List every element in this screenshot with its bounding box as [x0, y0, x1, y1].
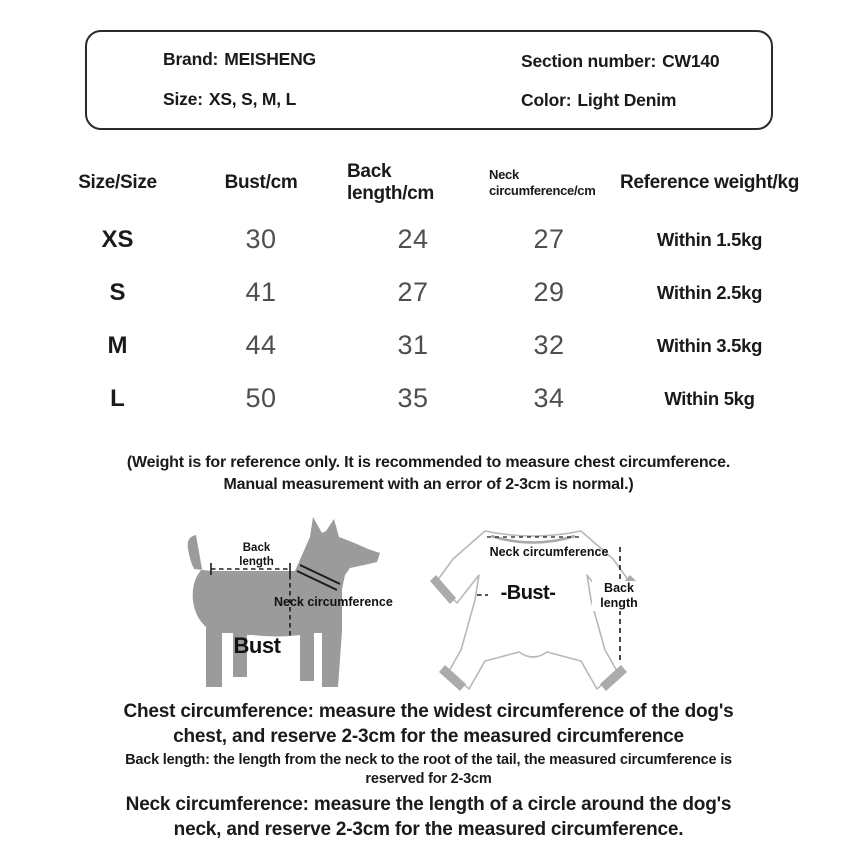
- col-header-weight: Reference weight/kg: [619, 172, 800, 193]
- dog-back-length-label: Back length: [239, 542, 274, 568]
- row-m-neck: 32: [533, 330, 565, 360]
- row-xs-weight: Within 1.5kg: [656, 228, 763, 250]
- row-m-bust: 44: [245, 330, 277, 360]
- col-header-size: Size/Size: [78, 172, 157, 193]
- color-value: Light Denim: [577, 90, 677, 110]
- section-number-value: CW140: [662, 51, 720, 71]
- color-line: [521, 90, 676, 111]
- row-xs-bust: 30: [245, 224, 277, 254]
- dog-neck-circumference-label: Neck circumference: [274, 595, 393, 609]
- row-s-weight: Within 2.5kg: [656, 281, 763, 303]
- row-xs-neck: 27: [533, 224, 565, 254]
- row-xs-size: XS: [101, 225, 134, 253]
- row-s-neck: 29: [533, 277, 565, 307]
- dog-bust-label: Bust: [233, 633, 281, 658]
- row-s-bust: 41: [245, 277, 277, 307]
- section-number-line: [521, 51, 719, 72]
- row-xs-back-length: 24: [397, 224, 429, 254]
- row-l-neck: 34: [533, 383, 565, 413]
- row-l-back-length: 35: [397, 383, 429, 413]
- size-label: Size:: [163, 89, 203, 109]
- product-info-box: [85, 30, 773, 130]
- weight-note-line2: Manual measurement with an error of 2-3cm is normal.): [223, 476, 634, 493]
- row-l-size: L: [110, 384, 125, 412]
- row-s-back-length: 27: [397, 277, 429, 307]
- row-m-weight: Within 3.5kg: [656, 334, 763, 356]
- dog-measurement-diagram: [150, 505, 415, 695]
- garment-bust-label: -Bust-: [488, 582, 568, 605]
- brand-line: [163, 49, 316, 70]
- section-number-label: Section number:: [521, 51, 657, 71]
- row-s-size: S: [109, 278, 126, 306]
- weight-note: [0, 452, 857, 496]
- size-table: [60, 160, 800, 425]
- garment-measurement-diagram: [425, 505, 660, 695]
- size-value: XS, S, M, L: [208, 89, 297, 109]
- color-label: Color:: [521, 90, 572, 110]
- brand-label: Brand:: [163, 49, 219, 69]
- col-header-bust: Bust/cm: [224, 172, 298, 193]
- back-length-instruction: Back length: the length from the neck to the root of the tail, the measured circumference is reserved for 2-3cm: [125, 752, 732, 787]
- neck-circumference-instruction: Neck circumference: measure the length of a circle around the dog's neck, and reserve 2-3cm for the measured circumference.: [125, 794, 732, 840]
- garment-back-length-label: Back length: [592, 581, 646, 611]
- row-l-weight: Within 5kg: [664, 387, 755, 409]
- col-header-neck: Neck circumference/cm: [489, 167, 596, 198]
- brand-value: MEISHENG: [224, 49, 316, 69]
- row-m-size: M: [107, 331, 128, 359]
- garment-neck-circumference-label: Neck circumference: [489, 545, 609, 559]
- size-line: [163, 89, 296, 110]
- row-l-bust: 50: [245, 383, 277, 413]
- col-header-back-length: Back length/cm: [347, 161, 435, 204]
- weight-note-line1: (Weight is for reference only. It is recommended to measure chest circumference.: [126, 454, 731, 471]
- chest-circumference-instruction: Chest circumference: measure the widest circumference of the dog's chest, and reserve 2-3cm for the measured circumference: [123, 701, 734, 747]
- row-m-back-length: 31: [397, 330, 429, 360]
